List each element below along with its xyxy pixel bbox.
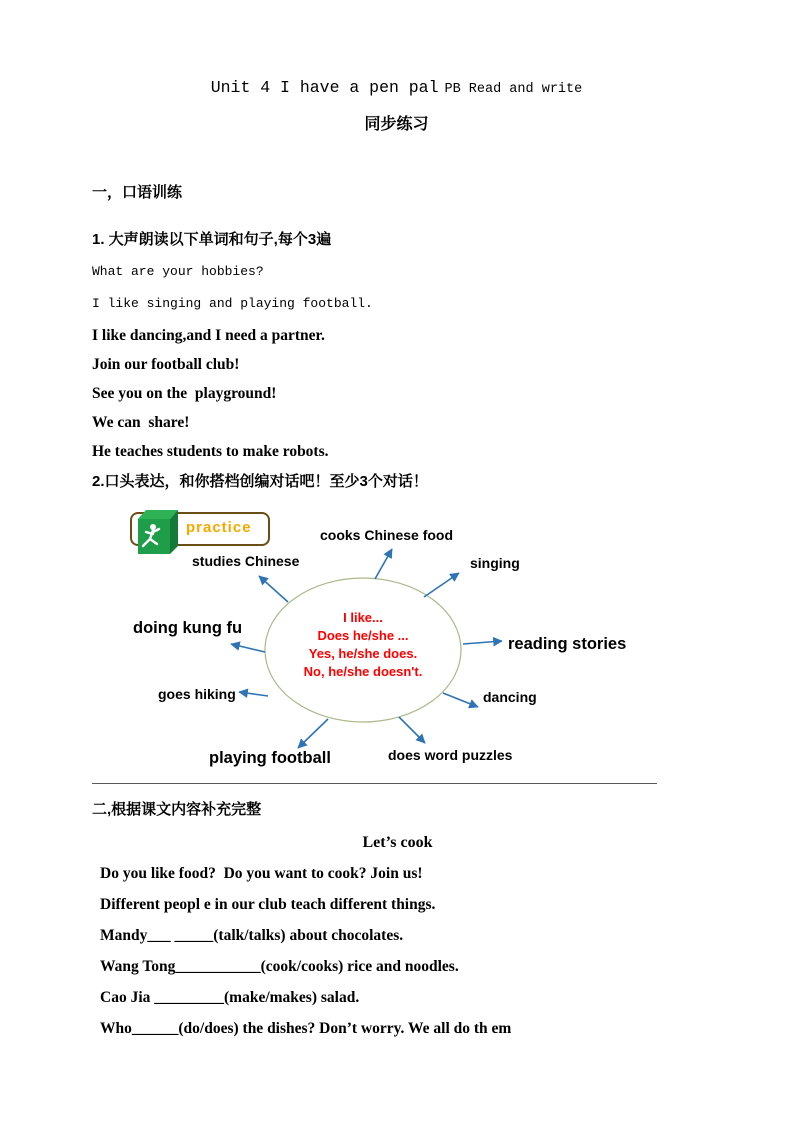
practice-badge xyxy=(130,505,280,557)
text-line: I like singing and playing football. xyxy=(92,296,373,311)
diagram-label-playing-football: playing football xyxy=(209,749,331,767)
text-line: Different peopl e in our club teach different things. xyxy=(100,896,436,913)
center-line: I like... xyxy=(343,610,383,625)
text-line: Cao Jia _________(make/makes) salad. xyxy=(100,989,360,1006)
text-line: Wang Tong___________(cook/cooks) rice and noodles. xyxy=(100,958,459,975)
section1-item2-heading: 2.口头表达，和你搭档创编对话吧！至少3个对话！ xyxy=(92,473,428,490)
text-line: Join our football club! xyxy=(92,356,240,373)
center-line: Yes, he/she does. xyxy=(308,646,418,661)
text-line: We can share! xyxy=(92,414,190,431)
text-line: Who______(do/does) the dishes? Don’t worry. We all do th em xyxy=(100,1020,512,1037)
diagram-label-goes-hiking: goes hiking xyxy=(158,686,236,702)
diagram-label-dancing: dancing xyxy=(483,689,537,705)
center-line: No, he/she doesn't. xyxy=(303,664,423,679)
text-line: Mandy___ _____(talk/talks) about chocolates. xyxy=(100,927,404,944)
diagram-label-does-word-puzzles: does word puzzles xyxy=(388,747,513,763)
title-sub: PB Read and write xyxy=(444,82,583,97)
diagram-label-singing: singing xyxy=(470,555,520,571)
text-line: What are your hobbies? xyxy=(92,264,264,279)
text-line: Do you like food? Do you want to cook? Join us! xyxy=(100,865,423,882)
text-line: He teaches students to make robots. xyxy=(92,443,329,460)
diagram-label-reading-stories: reading stories xyxy=(508,635,627,653)
page-title xyxy=(0,0,793,97)
section1-heading: 一，口语训练 xyxy=(92,184,183,201)
section2-heading: 二,根据课文内容补充完整 xyxy=(92,801,262,818)
text-line: I like dancing,and I need a partner. xyxy=(92,327,325,344)
title-main: Unit 4 I have a pen pal xyxy=(210,78,439,97)
diagram-label-studies-chinese: studies Chinese xyxy=(192,553,300,569)
hobbies-diagram xyxy=(92,505,657,784)
section1-item1-heading: 1. 大声朗读以下单词和句子,每个3遍 xyxy=(92,231,332,248)
practice-label: practice xyxy=(186,519,252,536)
section2-subtitle: Let’s cook xyxy=(362,834,433,851)
ellipse-center-text xyxy=(283,609,443,681)
text-line: See you on the playground! xyxy=(92,385,277,402)
diagram-label-cooks-chinese-food: cooks Chinese food xyxy=(320,527,454,543)
worksheet-content xyxy=(0,184,793,1038)
center-line: Does he/she ... xyxy=(317,628,409,643)
diagram-label-doing-kung-fu: doing kung fu xyxy=(133,619,243,637)
runner-icon xyxy=(131,505,181,557)
page-subtitle: 同步练习 xyxy=(364,116,429,133)
